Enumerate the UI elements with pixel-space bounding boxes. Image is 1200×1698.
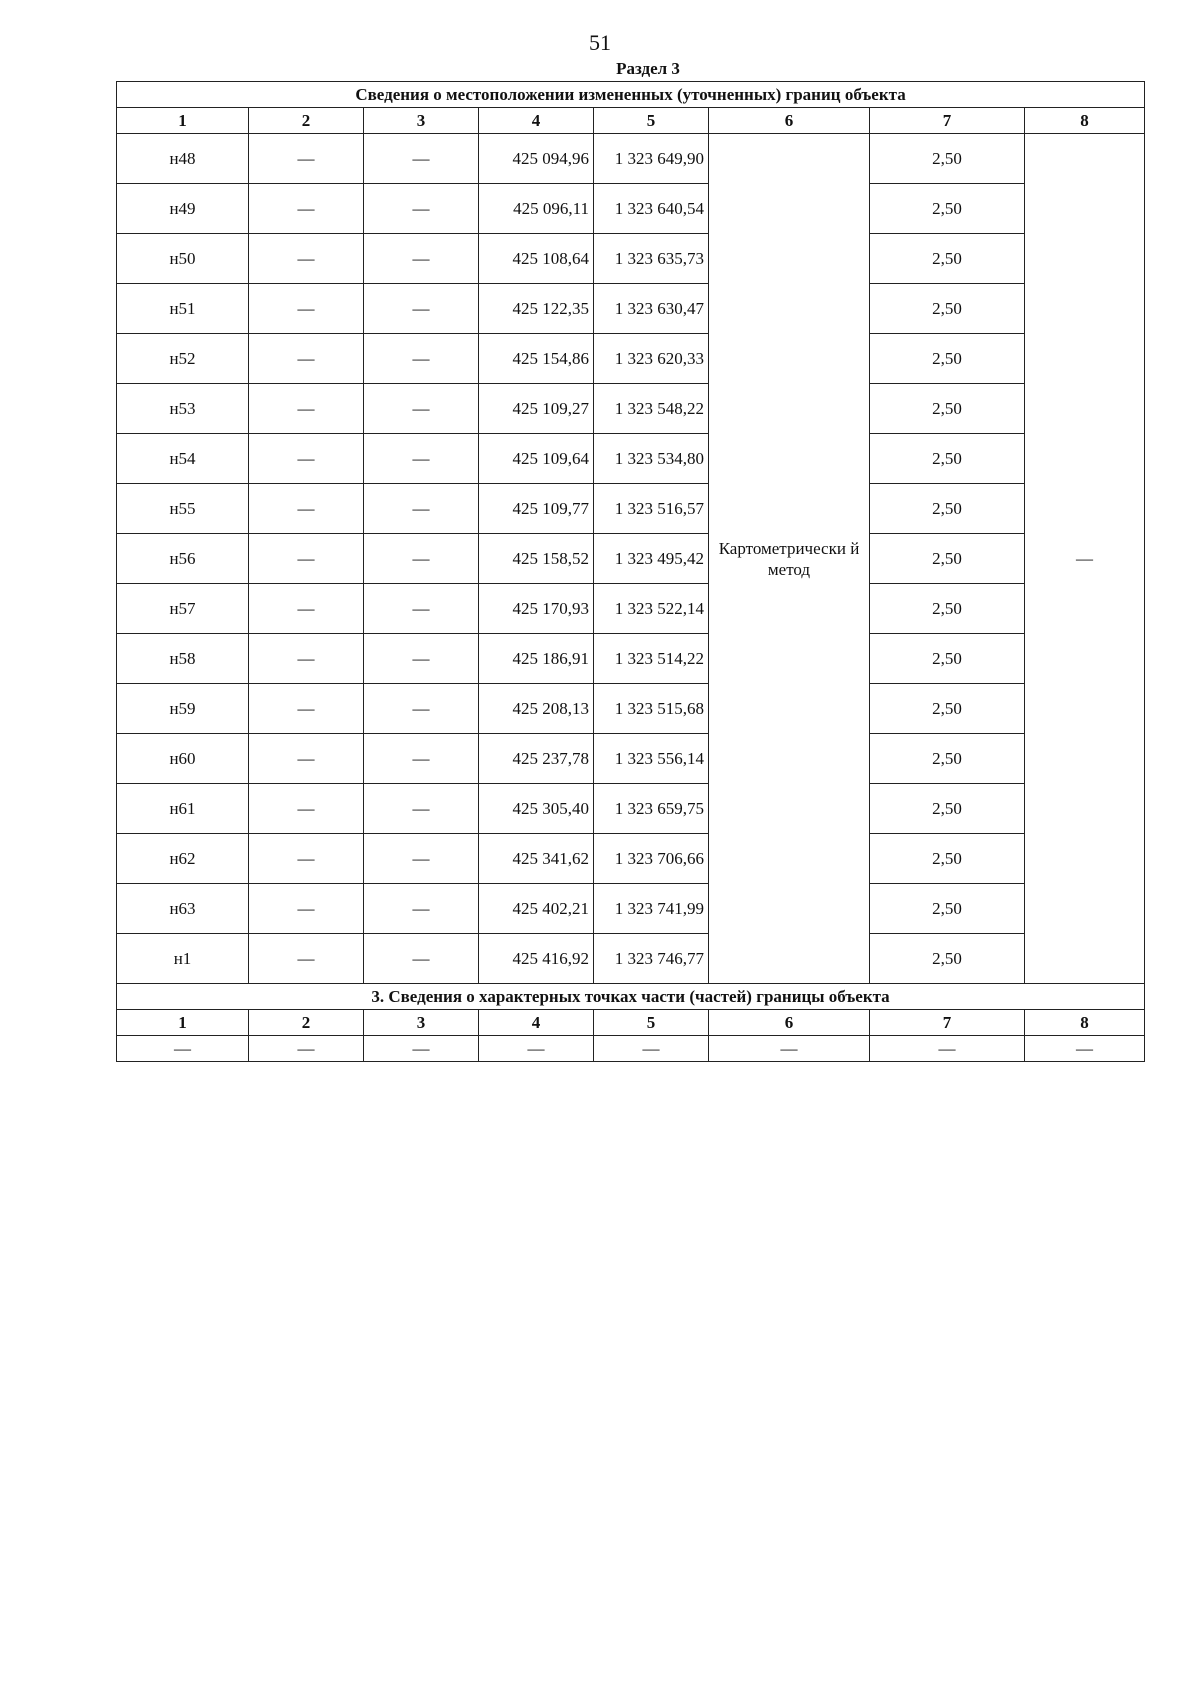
parts-column-numbers-row <box>117 1010 1145 1036</box>
column-2-cell: — <box>249 184 364 234</box>
column-number: 6 <box>709 108 870 134</box>
column-number: 2 <box>249 108 364 134</box>
column-2-cell: — <box>249 634 364 684</box>
y-coordinate-cell: 1 323 495,42 <box>594 534 709 584</box>
column-numbers-row <box>117 108 1145 134</box>
empty-cell: — <box>870 1036 1025 1062</box>
table-row <box>117 284 1145 334</box>
column-3-cell: — <box>364 634 479 684</box>
point-name-cell: н52 <box>117 334 249 384</box>
column-number: 3 <box>364 108 479 134</box>
column-3-cell: — <box>364 584 479 634</box>
point-name-cell: н57 <box>117 584 249 634</box>
x-coordinate-cell: 425 096,11 <box>479 184 594 234</box>
y-coordinate-cell: 1 323 516,57 <box>594 484 709 534</box>
point-name-cell: н56 <box>117 534 249 584</box>
table-row <box>117 434 1145 484</box>
point-name-cell: н49 <box>117 184 249 234</box>
accuracy-cell: 2,50 <box>870 284 1025 334</box>
point-name-cell: н50 <box>117 234 249 284</box>
column-number: 5 <box>594 1010 709 1036</box>
table-row <box>117 584 1145 634</box>
table-row <box>117 384 1145 434</box>
y-coordinate-cell: 1 323 522,14 <box>594 584 709 634</box>
column-3-cell: — <box>364 884 479 934</box>
accuracy-cell: 2,50 <box>870 484 1025 534</box>
table-row <box>117 334 1145 384</box>
column-2-cell: — <box>249 834 364 884</box>
x-coordinate-cell: 425 108,64 <box>479 234 594 284</box>
table-row <box>117 634 1145 684</box>
column-3-cell: — <box>364 434 479 484</box>
y-coordinate-cell: 1 323 746,77 <box>594 934 709 984</box>
accuracy-cell: 2,50 <box>870 584 1025 634</box>
accuracy-cell: 2,50 <box>870 184 1025 234</box>
column-number: 5 <box>594 108 709 134</box>
point-name-cell: н54 <box>117 434 249 484</box>
table-row <box>117 484 1145 534</box>
y-coordinate-cell: 1 323 649,90 <box>594 134 709 184</box>
column-3-cell: — <box>364 234 479 284</box>
parts-table-title: 3. Сведения о характерных точках части (частей) границы объекта <box>117 984 1145 1010</box>
point-name-cell: н59 <box>117 684 249 734</box>
point-name-cell: н60 <box>117 734 249 784</box>
point-name-cell: н55 <box>117 484 249 534</box>
table-row <box>117 834 1145 884</box>
column-8-cell: — <box>1025 134 1145 984</box>
x-coordinate-cell: 425 109,27 <box>479 384 594 434</box>
column-number: 4 <box>479 108 594 134</box>
column-number: 1 <box>117 108 249 134</box>
x-coordinate-cell: 425 170,93 <box>479 584 594 634</box>
column-3-cell: — <box>364 284 479 334</box>
column-3-cell: — <box>364 684 479 734</box>
accuracy-cell: 2,50 <box>870 234 1025 284</box>
column-3-cell: — <box>364 834 479 884</box>
table-row <box>117 534 1145 584</box>
column-2-cell: — <box>249 384 364 434</box>
point-name-cell: н58 <box>117 634 249 684</box>
parts-empty-row <box>117 1036 1145 1062</box>
x-coordinate-cell: 425 109,64 <box>479 434 594 484</box>
column-3-cell: — <box>364 784 479 834</box>
empty-cell: — <box>594 1036 709 1062</box>
y-coordinate-cell: 1 323 640,54 <box>594 184 709 234</box>
column-number: 4 <box>479 1010 594 1036</box>
x-coordinate-cell: 425 158,52 <box>479 534 594 584</box>
x-coordinate-cell: 425 305,40 <box>479 784 594 834</box>
table-row <box>117 134 1145 184</box>
accuracy-cell: 2,50 <box>870 334 1025 384</box>
y-coordinate-cell: 1 323 534,80 <box>594 434 709 484</box>
column-2-cell: — <box>249 784 364 834</box>
column-number: 8 <box>1025 1010 1145 1036</box>
table-row <box>117 934 1145 984</box>
column-number: 8 <box>1025 108 1145 134</box>
accuracy-cell: 2,50 <box>870 934 1025 984</box>
point-name-cell: н48 <box>117 134 249 184</box>
column-2-cell: — <box>249 734 364 784</box>
column-2-cell: — <box>249 234 364 284</box>
x-coordinate-cell: 425 208,13 <box>479 684 594 734</box>
empty-cell: — <box>709 1036 870 1062</box>
table-row <box>117 734 1145 784</box>
method-cell: Картометрически й метод <box>709 134 870 984</box>
section-title: Раздел 3 <box>616 59 680 78</box>
x-coordinate-cell: 425 154,86 <box>479 334 594 384</box>
column-3-cell: — <box>364 534 479 584</box>
column-2-cell: — <box>249 434 364 484</box>
boundary-coordinates-table <box>116 81 1145 1062</box>
column-number: 6 <box>709 1010 870 1036</box>
point-name-cell: н51 <box>117 284 249 334</box>
table-row <box>117 784 1145 834</box>
accuracy-cell: 2,50 <box>870 684 1025 734</box>
accuracy-cell: 2,50 <box>870 434 1025 484</box>
x-coordinate-cell: 425 109,77 <box>479 484 594 534</box>
accuracy-cell: 2,50 <box>870 784 1025 834</box>
y-coordinate-cell: 1 323 635,73 <box>594 234 709 284</box>
table-row <box>117 234 1145 284</box>
column-number: 7 <box>870 1010 1025 1036</box>
table-row <box>117 684 1145 734</box>
y-coordinate-cell: 1 323 620,33 <box>594 334 709 384</box>
column-3-cell: — <box>364 734 479 784</box>
column-number: 1 <box>117 1010 249 1036</box>
column-2-cell: — <box>249 584 364 634</box>
x-coordinate-cell: 425 122,35 <box>479 284 594 334</box>
column-3-cell: — <box>364 384 479 434</box>
y-coordinate-cell: 1 323 556,14 <box>594 734 709 784</box>
column-3-cell: — <box>364 134 479 184</box>
point-name-cell: н53 <box>117 384 249 434</box>
table-row <box>117 884 1145 934</box>
accuracy-cell: 2,50 <box>870 134 1025 184</box>
accuracy-cell: 2,50 <box>870 834 1025 884</box>
column-3-cell: — <box>364 334 479 384</box>
point-name-cell: н1 <box>117 934 249 984</box>
empty-cell: — <box>1025 1036 1145 1062</box>
y-coordinate-cell: 1 323 514,22 <box>594 634 709 684</box>
point-name-cell: н63 <box>117 884 249 934</box>
column-number: 7 <box>870 108 1025 134</box>
accuracy-cell: 2,50 <box>870 534 1025 584</box>
column-2-cell: — <box>249 684 364 734</box>
empty-cell: — <box>364 1036 479 1062</box>
x-coordinate-cell: 425 094,96 <box>479 134 594 184</box>
accuracy-cell: 2,50 <box>870 734 1025 784</box>
empty-cell: — <box>117 1036 249 1062</box>
column-2-cell: — <box>249 134 364 184</box>
y-coordinate-cell: 1 323 706,66 <box>594 834 709 884</box>
column-2-cell: — <box>249 284 364 334</box>
column-2-cell: — <box>249 534 364 584</box>
y-coordinate-cell: 1 323 515,68 <box>594 684 709 734</box>
column-2-cell: — <box>249 334 364 384</box>
column-2-cell: — <box>249 884 364 934</box>
x-coordinate-cell: 425 186,91 <box>479 634 594 684</box>
column-3-cell: — <box>364 484 479 534</box>
accuracy-cell: 2,50 <box>870 634 1025 684</box>
table-row <box>117 184 1145 234</box>
column-3-cell: — <box>364 184 479 234</box>
x-coordinate-cell: 425 341,62 <box>479 834 594 884</box>
x-coordinate-cell: 425 402,21 <box>479 884 594 934</box>
x-coordinate-cell: 425 237,78 <box>479 734 594 784</box>
empty-cell: — <box>249 1036 364 1062</box>
column-number: 2 <box>249 1010 364 1036</box>
column-2-cell: — <box>249 484 364 534</box>
accuracy-cell: 2,50 <box>870 384 1025 434</box>
table-title: Сведения о местоположении измененных (уточненных) границ объекта <box>117 82 1145 108</box>
point-name-cell: н61 <box>117 784 249 834</box>
page-number: 51 <box>589 30 611 55</box>
accuracy-cell: 2,50 <box>870 884 1025 934</box>
y-coordinate-cell: 1 323 659,75 <box>594 784 709 834</box>
empty-cell: — <box>479 1036 594 1062</box>
x-coordinate-cell: 425 416,92 <box>479 934 594 984</box>
y-coordinate-cell: 1 323 630,47 <box>594 284 709 334</box>
y-coordinate-cell: 1 323 741,99 <box>594 884 709 934</box>
column-number: 3 <box>364 1010 479 1036</box>
point-name-cell: н62 <box>117 834 249 884</box>
y-coordinate-cell: 1 323 548,22 <box>594 384 709 434</box>
column-3-cell: — <box>364 934 479 984</box>
column-2-cell: — <box>249 934 364 984</box>
